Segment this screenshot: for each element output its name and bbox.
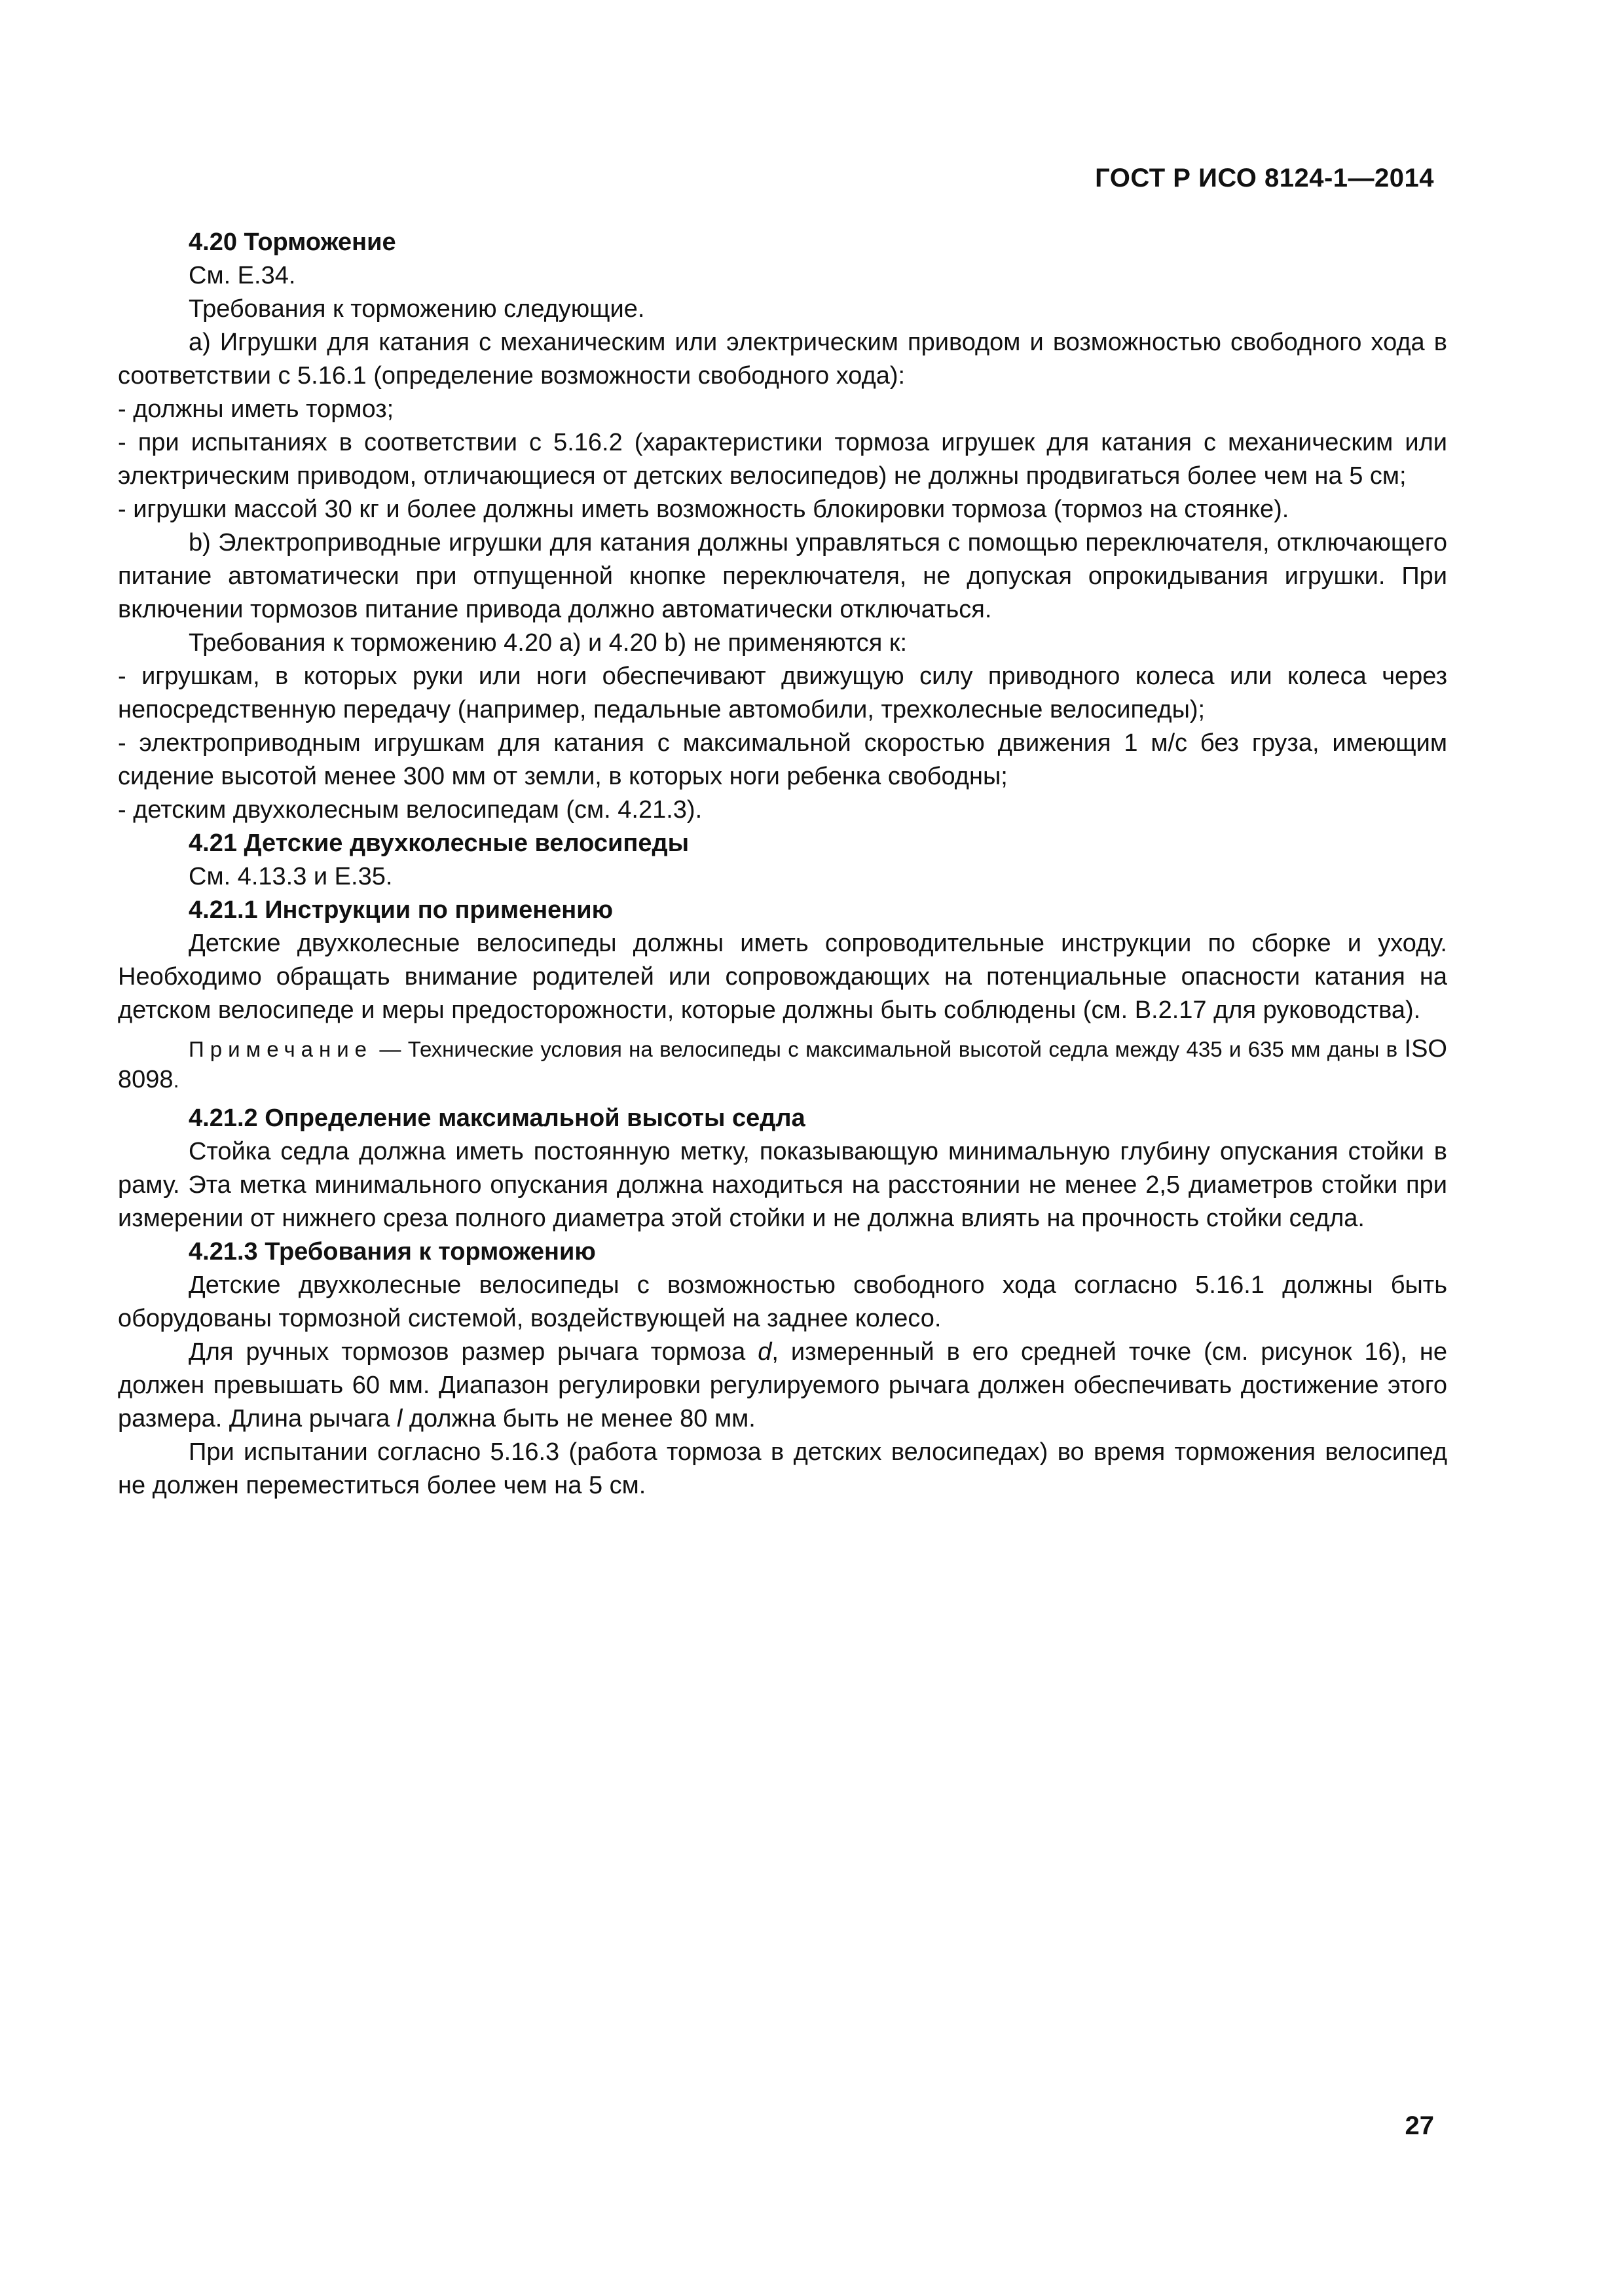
section-ref: См. 4.13.3 и Е.35. bbox=[189, 863, 393, 890]
list-item-b: b) Электроприводные игрушки для катания должны управляться с помощью переключателя, отключающего питание автоматически при отпущенной кнопке переключателя, не допуская опрокидывания игрушки. При включении тормозов питание привода должно автоматически отключаться. bbox=[118, 529, 1447, 623]
note-end: . bbox=[173, 1068, 179, 1092]
dash-item: - должны иметь тормоз; bbox=[118, 395, 394, 423]
note-reference: ISO 8098 bbox=[118, 1035, 1447, 1093]
paragraph: Требования к торможению следующие. bbox=[189, 295, 645, 323]
dash-item: - детским двухколесным велосипедам (см. 4.21.3). bbox=[118, 796, 703, 824]
paragraph: Детские двухколесные велосипеды с возможностью свободного хода согласно 5.16.1 должны быть оборудованы тормозной системой, воздействующей на заднее колесо. bbox=[118, 1271, 1447, 1332]
dash-item: - электроприводным игрушкам для катания с максимальной скоростью движения 1 м/с без груза, имеющим сидение высотой менее 300 мм от земли, в которых ноги ребенка свободны; bbox=[118, 729, 1447, 790]
paragraph: При испытании согласно 5.16.3 (работа тормоза в детских велосипедах) во время торможения велосипед не должен переместиться более чем на 5 см. bbox=[118, 1438, 1447, 1499]
note-text: — Технические условия на велосипеды с максимальной высотой седла между 435 и 635 мм даны в bbox=[373, 1037, 1405, 1061]
paragraph: Детские двухколесные велосипеды должны иметь сопроводительные инструкции по сборке и уходу. Необходимо обращать внимание родителей или сопровождающих на потенциальные опасности катания на детском велосипеде и меры предосторожности, которые должны быть соблюдены (см. В.2.17 для руководства). bbox=[118, 930, 1447, 1024]
dash-item: - игрушки массой 30 кг и более должны иметь возможность блокировки тормоза (тормоз на стоянке). bbox=[118, 496, 1289, 523]
subsection-heading-4-21-2: 4.21.2 Определение максимальной высоты седла bbox=[189, 1104, 805, 1132]
variable-d: d bbox=[758, 1338, 772, 1366]
variable-l: l bbox=[396, 1405, 403, 1432]
note bbox=[118, 1034, 1447, 1095]
paragraph: Требования к торможению 4.20 a) и 4.20 b) не применяются к: bbox=[189, 629, 908, 657]
document-body bbox=[118, 226, 1447, 1503]
subsection-heading-4-21-1: 4.21.1 Инструкции по применению bbox=[189, 896, 614, 924]
text-run: Для ручных тормозов размер рычага тормоза bbox=[189, 1338, 758, 1366]
text-run: , измеренный в его средней точке (см. рисунок 16), не должен превышать 60 мм. Диапазон регулировки регулируемого рычага должен обеспечивать достижение этого размера. Длина рычага bbox=[118, 1338, 1447, 1432]
list-item-a: a) Игрушки для катания с механическим или электрическим приводом и возможностью свободного хода в соответствии с 5.16.1 (определение возможности свободного хода): bbox=[118, 329, 1447, 390]
section-heading-4-20: 4.20 Торможение bbox=[189, 228, 396, 256]
note-label: Примечание bbox=[189, 1037, 373, 1061]
section-heading-4-21: 4.21 Детские двухколесные велосипеды bbox=[189, 829, 690, 857]
section-ref: См. Е.34. bbox=[189, 262, 296, 289]
dash-item: - при испытаниях в соответствии с 5.16.2 (характеристики тормоза игрушек для катания с механическим или электрическим приводом, отличающиеся от детских велосипедов) не должны продвигаться более чем на 5 см; bbox=[118, 429, 1447, 490]
paragraph: Стойка седла должна иметь постоянную метку, показывающую минимальную глубину опускания стойки в раму. Эта метка минимального опускания должна находиться на расстоянии не менее 2,5 диаметров стойки при измерении от нижнего среза полного диаметра этой стойки и не должна влиять на прочность стойки седла. bbox=[118, 1138, 1447, 1232]
page-number: 27 bbox=[1405, 2111, 1434, 2140]
dash-item: - игрушкам, в которых руки или ноги обеспечивают движущую силу приводного колеса или колеса через непосредственную передачу (например, педальные автомобили, трехколесные велосипеды); bbox=[118, 663, 1447, 723]
paragraph bbox=[118, 1336, 1447, 1436]
subsection-heading-4-21-3: 4.21.3 Требования к торможению bbox=[189, 1238, 596, 1266]
text-run: должна быть не менее 80 мм. bbox=[402, 1405, 756, 1432]
document-header: ГОСТ Р ИСО 8124-1—2014 bbox=[1095, 164, 1434, 192]
